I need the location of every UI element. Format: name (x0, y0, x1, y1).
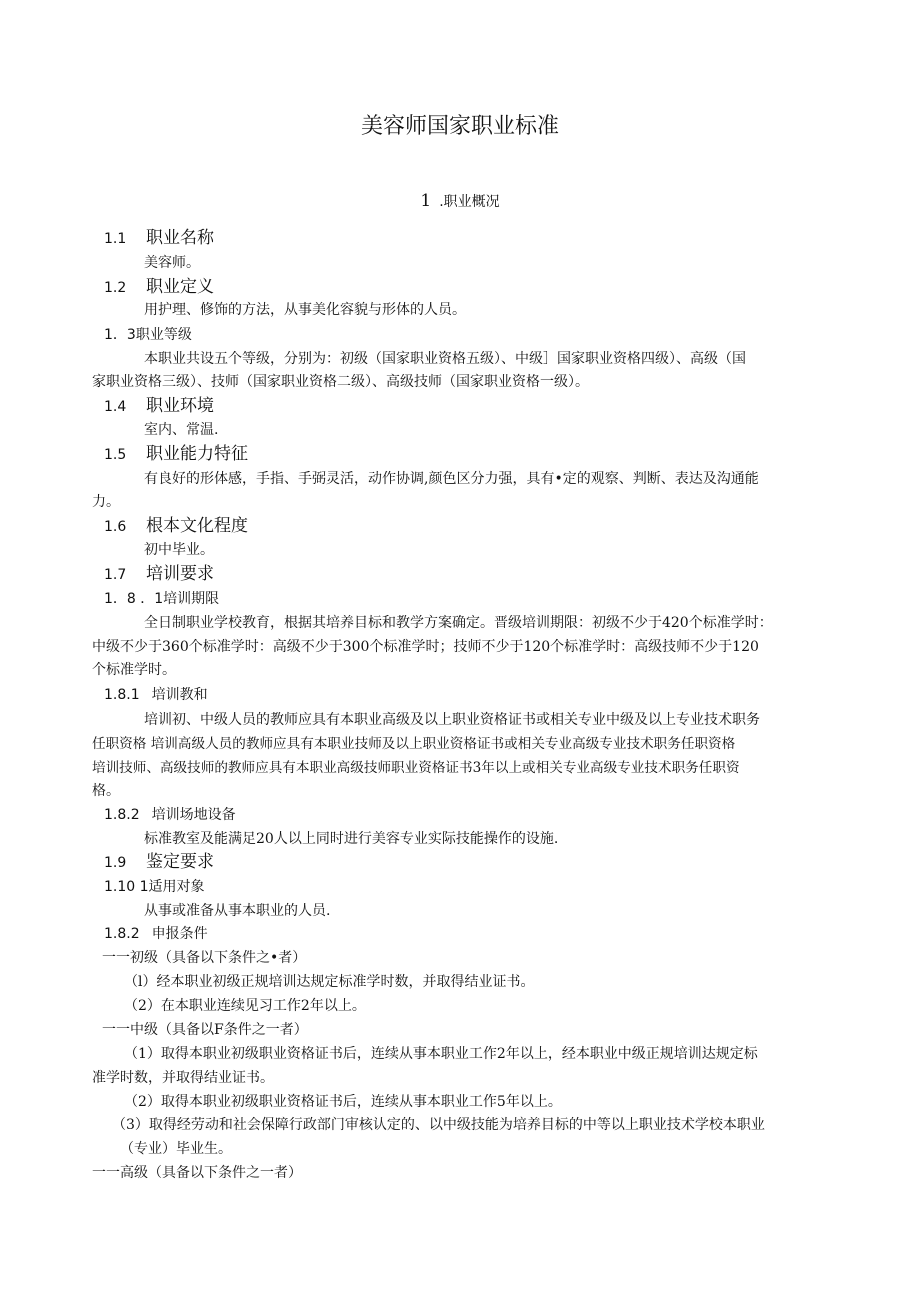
paragraph-1-8-1-line2: 任职资格 培训高级人员的教师应具有本职业技师及以上职业资格证书或相关专业高级专业技术职务任职资格 (92, 736, 736, 752)
senior-label: 一一高级（具备以下条件之一者） (92, 1165, 302, 1181)
paragraph-1-8-1-line4: 格。 (92, 783, 120, 799)
middle-label: 一一中级（具备以F条件之一者） (102, 1022, 308, 1038)
heading-1-10: 1.10 1适用对象 (104, 879, 205, 895)
paragraph-1-8-line2: 中级不少于360个标准学时：高级不少于300个标准学时；技师不少于120个标准学时：高级技师不少于120 (92, 639, 759, 655)
paragraph-1-5-line1: 有良好的形体感，手指、手弼灵活，动作协调,颜色区分力强，具有•定的观察、判断、表达及沟通能 (144, 471, 759, 487)
paragraph-1-8-1-line3: 培训技师、高级技师的教师应具有本职业高级技师职业资格证书3年以上或相关专业高级专业技术职务任职资 (92, 760, 740, 776)
paragraph-1-2: 用护理、修饰的方法，从事美化容貌与形体的人员。 (144, 302, 466, 318)
junior-condition-1: （l）经本职业初级正规培训达规定标准学时数，并取得结业证书。 (124, 974, 535, 990)
heading-1-8-1-period: 1．8 ．1培训期限 (104, 591, 220, 607)
middle-condition-3-line2: （专业）毕业生。 (120, 1141, 232, 1157)
heading-1-4: 1.4 职业环境 (104, 396, 214, 416)
section-heading (0, 190, 920, 213)
paragraph-1-8-line1: 全日制职业学校教育，根据其培养目标和教学方案确定。晋级培训期限：初级不少于420个标准学时： (144, 615, 773, 631)
paragraph-1-1: 美容师。 (144, 255, 200, 271)
paragraph-1-4: 室内、常温. (144, 422, 219, 438)
section-number: 1 (420, 191, 432, 211)
heading-application-conditions: 1.8.2 申报条件 (104, 926, 208, 942)
middle-condition-2: （2）取得本职业初级职业资格证书后，连续从事本职业工作5年以上。 (124, 1094, 562, 1110)
heading-1-2: 1.2 职业定义 (104, 277, 214, 297)
middle-condition-1-line1: （1）取得本职业初级职业资格证书后，连续从事本职业工作2年以上，经本职业中级正规培训达规定标 (124, 1046, 758, 1062)
paragraph-1-10: 从事或准备从事本职业的人员. (144, 903, 331, 919)
paragraph-1-3-line1: 本职业共设五个等级，分别为：初级（国家职业资格五级）、中级］国家职业资格四级）、高级（国 (144, 351, 746, 367)
middle-condition-1-line2: 准学时数，并取得结业证书。 (92, 1070, 274, 1086)
heading-1-8-2: 1.8.2 培训场地设备 (104, 807, 236, 823)
heading-1-9: 1.9 鉴定要求 (104, 852, 214, 872)
heading-1-3: 1．3职业等级 (104, 327, 192, 343)
junior-condition-2: （2）在本职业连续见习工作2年以上。 (124, 998, 366, 1014)
paragraph-1-5-line2: 力。 (92, 494, 120, 510)
heading-1-7: 1.7 培训要求 (104, 564, 214, 584)
heading-1-6: 1.6 根本文化程度 (104, 516, 248, 536)
heading-1-1: 1.1 职业名称 (104, 228, 214, 248)
heading-1-5: 1.5 职业能力特征 (104, 444, 248, 464)
paragraph-1-6: 初中毕业。 (144, 542, 214, 558)
paragraph-1-8-2: 标准教室及能满足20人以上同时进行美容专业实际技能操作的设施. (144, 831, 559, 847)
paragraph-1-8-1-line1: 培训初、中级人员的教师应具有本职业高级及以上职业资格证书或相关专业中级及以上专业技术职务 (144, 712, 760, 728)
section-label: .职业概况 (439, 194, 500, 210)
heading-1-8-1: 1.8.1 培训教和 (104, 687, 208, 703)
document-title: 美容师国家职业标准 (360, 114, 559, 139)
middle-condition-3-line1: （3）取得经劳动和社会保障行政部门审核认定的、以中级技能为培养目标的中等以上职业技术学校本职业 (112, 1117, 765, 1133)
paragraph-1-8-line3: 个标准学时。 (92, 662, 176, 678)
paragraph-1-3-line2: 家职业资格三级）、技师（国家职业资格二级）、高级技师（国家职业资格一级）。 (92, 374, 589, 390)
junior-label: 一一初级（具备以下条件之•者） (102, 950, 307, 966)
